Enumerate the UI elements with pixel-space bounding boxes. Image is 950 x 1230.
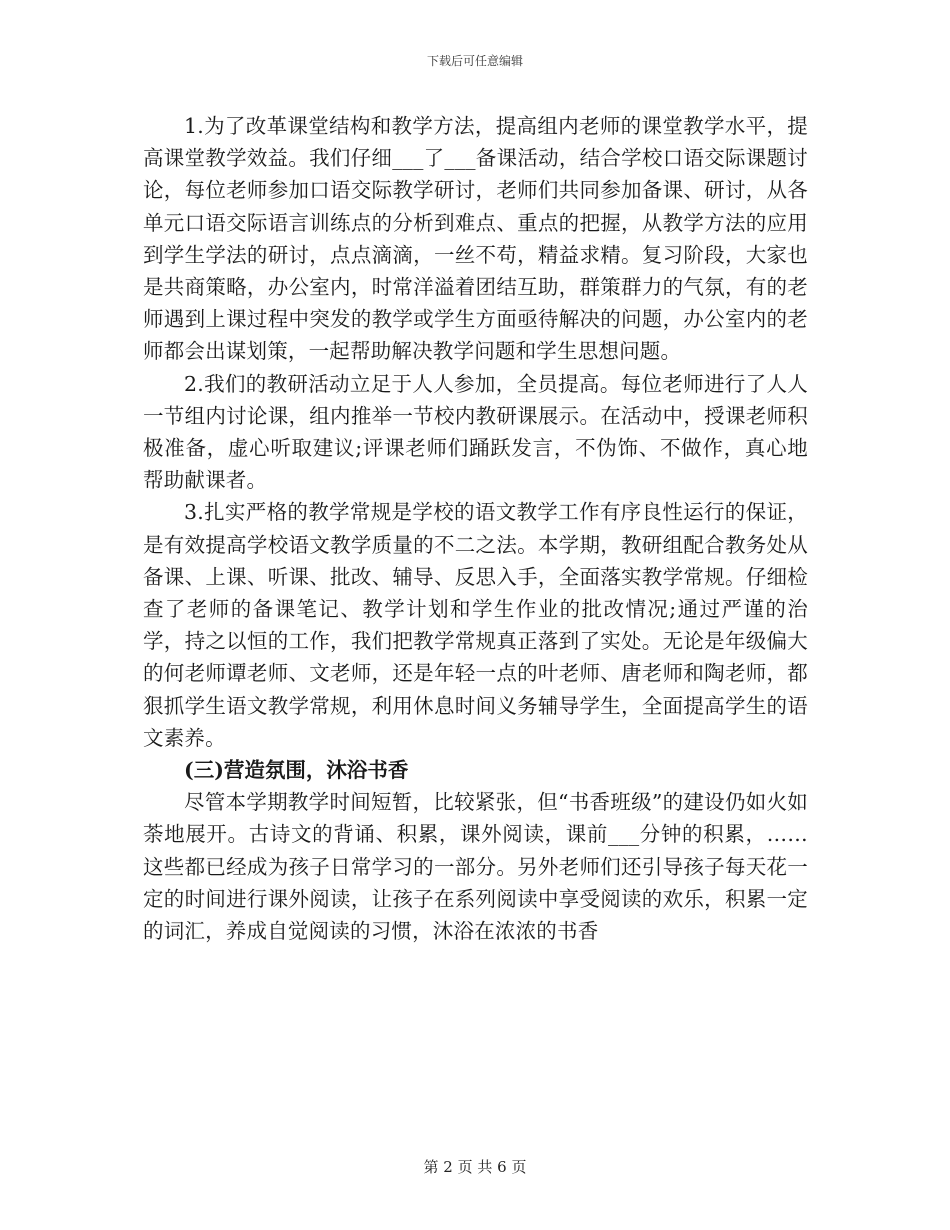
page-header: 下载后可任意编辑 xyxy=(426,54,523,68)
document-body xyxy=(143,110,808,947)
paragraph-1: 1.为了改革课堂结构和教学方法，提高组内老师的课堂教学水平，提高课堂教学效益。我们仔细___了___备课活动，结合学校口语交际课题讨论，每位老师参加口语交际教学研讨，老师们共同参加备课、研讨，从各单元口语交际语言训练点的分析到难点、重点的把握，从教学方法的应用到学生学法的研讨，点点滴滴，一丝不苟，精益求精。复习阶段，大家也是共商策略，办公室内，时常洋溢着团结互助，群策群力的气氛，有的老师遇到上课过程中突发的教学或学生方面亟待解决的问题，办公室内的老师都会出谋划策，一起帮助解决教学问题和学生思想问题。 xyxy=(143,114,808,364)
page-footer: 第 2 页 共 6 页 xyxy=(423,1158,527,1176)
paragraph-2: 2.我们的教研活动立足于人人参加，全员提高。每位老师进行了人人一节组内讨论课，组内推举一节校内教研课展示。在活动中，授课老师积极准备，虚心听取建议;评课老师们踊跃发言，不伪饰、不做作，真心地帮助献课者。 xyxy=(143,371,808,493)
section-paragraph: 尽管本学期教学时间短暂，比较紧张，但“书香班级”的建设仍如火如荼地展开。古诗文的背诵、积累，课外阅读，课前___分钟的积累，……这些都已经成为孩子日常学习的一部分。另外老师们还引导孩子每天花一定的时间进行课外阅读，让孩子在系列阅读中享受阅读的欢乐，积累一定的词汇，养成自觉阅读的习惯，沐浴在浓浓的书香 xyxy=(143,790,808,944)
section-heading: (三)营造氛围，沐浴书香 xyxy=(184,758,409,783)
paragraph-3: 3.扎实严格的教学常规是学校的语文教学工作有序良性运行的保证，是有效提高学校语文教学质量的不二之法。本学期，教研组配合教务处从备课、上课、听课、批改、辅导、反思入手，全面落实教学常规。仔细检查了老师的备课笔记、教学计划和学生作业的批改情况;通过严谨的治学，持之以恒的工作，我们把教学常规真正落到了实处。无论是年级偏大的何老师谭老师、文老师，还是年轻一点的叶老师、唐老师和陶老师，都狠抓学生语文教学常规，利用休息时间义务辅导学生，全面提高学生的语文素养。 xyxy=(143,500,808,750)
